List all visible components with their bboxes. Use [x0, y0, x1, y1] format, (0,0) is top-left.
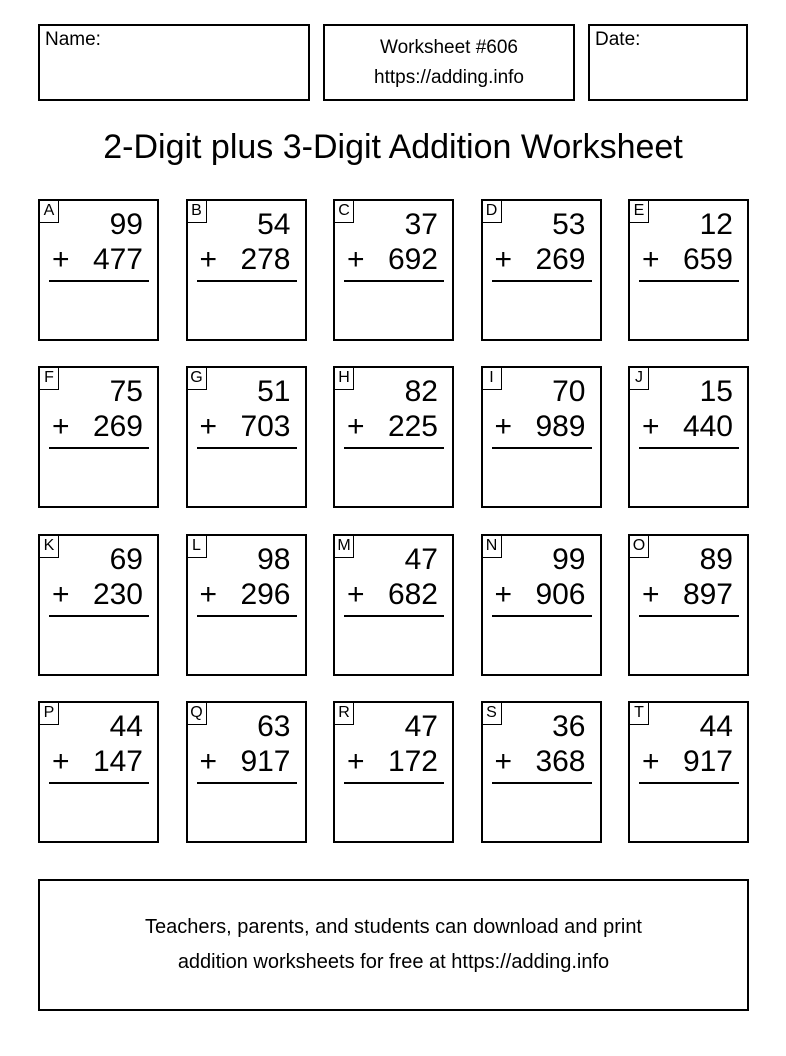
answer-line: [639, 782, 739, 784]
problem-top-number: 70: [552, 375, 586, 409]
problem-card: [38, 701, 159, 843]
problem-letter: F: [40, 368, 59, 390]
problem-card: [333, 534, 454, 676]
problem-top-number: 75: [109, 375, 143, 409]
problem-bottom-number: 906: [535, 577, 586, 611]
page-title: 2-Digit plus 3-Digit Addition Worksheet: [103, 128, 683, 166]
answer-line: [492, 782, 592, 784]
problem-letter: C: [335, 201, 354, 223]
problem-card: [38, 199, 159, 341]
problem-card: [628, 199, 749, 341]
problem-top-number: 12: [699, 208, 733, 241]
worksheet-info-box: [323, 24, 575, 101]
problem-card: [186, 701, 307, 843]
problem-bottom-number: 692: [387, 243, 438, 276]
plus-sign: +: [642, 410, 660, 444]
answer-line: [197, 782, 297, 784]
answer-line: [49, 782, 149, 784]
problem-card: [38, 366, 159, 508]
problem-bottom-number: 296: [240, 577, 291, 611]
plus-sign: +: [494, 243, 513, 276]
footer-line-1: Teachers, parents, and students can download and print: [145, 916, 642, 938]
problem-top-number: 82: [404, 375, 438, 409]
plus-sign: +: [52, 243, 70, 276]
problem-letter: J: [630, 368, 649, 390]
problem-letter: I: [483, 368, 502, 390]
problem-letter: A: [40, 201, 59, 223]
problem-letter: L: [188, 536, 207, 558]
problem-letter: K: [40, 536, 59, 558]
problem-card: [38, 534, 159, 676]
answer-line: [197, 447, 297, 449]
answer-line: [197, 615, 297, 617]
problem-top-number: 53: [552, 208, 586, 241]
problem-bottom-number: 269: [92, 410, 143, 444]
plus-sign: +: [494, 577, 513, 611]
problem-top-number: 99: [109, 208, 143, 241]
answer-line: [49, 447, 149, 449]
problem-card: [333, 701, 454, 843]
problem-top-number: 36: [552, 709, 586, 743]
problem-letter: Q: [188, 703, 207, 725]
problem-top-number: 89: [699, 542, 733, 576]
answer-line: [639, 615, 739, 617]
plus-sign: +: [199, 577, 218, 611]
problem-letter: T: [630, 703, 649, 725]
problem-card: [481, 199, 602, 341]
plus-sign: +: [52, 577, 70, 611]
problem-bottom-number: 440: [682, 410, 733, 444]
plus-sign: +: [52, 744, 70, 778]
problem-grid: [38, 199, 749, 843]
problem-bottom-number: 659: [682, 243, 733, 276]
problem-bottom-number: 477: [92, 243, 143, 276]
problem-card: [628, 534, 749, 676]
answer-line: [49, 280, 149, 282]
answer-line: [49, 615, 149, 617]
problem-letter: D: [483, 201, 502, 223]
problem-top-number: 69: [109, 542, 143, 576]
problem-top-number: 37: [404, 208, 438, 241]
problem-top-number: 98: [257, 542, 291, 576]
problem-card: [481, 534, 602, 676]
problem-letter: B: [188, 201, 207, 223]
problem-bottom-number: 917: [682, 744, 733, 778]
problem-bottom-number: 147: [92, 744, 143, 778]
plus-sign: +: [642, 577, 660, 611]
plus-sign: +: [347, 577, 365, 611]
problem-top-number: 47: [404, 542, 438, 576]
problem-card: [628, 701, 749, 843]
footer-box: [38, 879, 749, 1011]
website-text: https://adding.info: [374, 66, 524, 88]
problem-card: [628, 366, 749, 508]
name-label: Name:: [45, 29, 101, 50]
problem-top-number: 47: [404, 709, 438, 743]
problem-letter: H: [335, 368, 354, 390]
problem-letter: S: [483, 703, 502, 725]
problem-bottom-number: 278: [240, 243, 291, 276]
plus-sign: +: [347, 744, 365, 778]
problem-card: [186, 366, 307, 508]
problem-bottom-number: 368: [535, 744, 586, 778]
plus-sign: +: [642, 744, 660, 778]
answer-line: [492, 615, 592, 617]
problem-letter: M: [335, 536, 354, 558]
answer-line: [197, 280, 297, 282]
problem-bottom-number: 225: [387, 410, 438, 444]
problem-bottom-number: 269: [535, 243, 586, 276]
answer-line: [344, 447, 444, 449]
problem-bottom-number: 917: [240, 744, 291, 778]
problem-letter: O: [630, 536, 649, 558]
problem-letter: G: [188, 368, 207, 390]
problem-top-number: 44: [699, 709, 733, 743]
date-field-box: [588, 24, 748, 101]
answer-line: [344, 782, 444, 784]
plus-sign: +: [642, 243, 660, 276]
problem-bottom-number: 989: [535, 410, 586, 444]
problem-card: [333, 366, 454, 508]
answer-line: [344, 280, 444, 282]
problem-top-number: 99: [552, 542, 586, 576]
problem-bottom-number: 703: [240, 410, 291, 444]
plus-sign: +: [494, 744, 513, 778]
problem-top-number: 51: [257, 375, 291, 409]
problem-top-number: 54: [257, 208, 291, 241]
problem-bottom-number: 172: [387, 744, 438, 778]
answer-line: [344, 615, 444, 617]
plus-sign: +: [52, 410, 70, 444]
problem-top-number: 15: [699, 375, 733, 409]
problem-bottom-number: 897: [682, 577, 733, 611]
plus-sign: +: [347, 243, 365, 276]
problem-card: [333, 199, 454, 341]
answer-line: [492, 280, 592, 282]
problem-bottom-number: 682: [387, 577, 438, 611]
name-field-box: [38, 24, 310, 101]
problem-letter: N: [483, 536, 502, 558]
plus-sign: +: [199, 744, 218, 778]
footer-line-2: addition worksheets for free at https://adding.info: [177, 951, 610, 973]
answer-line: [639, 280, 739, 282]
problem-letter: P: [40, 703, 59, 725]
answer-line: [639, 447, 739, 449]
answer-line: [492, 447, 592, 449]
plus-sign: +: [347, 410, 365, 444]
worksheet-number: Worksheet #606: [379, 36, 518, 58]
problem-letter: R: [335, 703, 354, 725]
date-label: Date:: [595, 29, 641, 50]
problem-top-number: 44: [109, 709, 143, 743]
problem-card: [481, 366, 602, 508]
problem-card: [481, 701, 602, 843]
problem-top-number: 63: [257, 709, 291, 743]
plus-sign: +: [494, 410, 513, 444]
problem-letter: E: [630, 201, 649, 223]
plus-sign: +: [199, 243, 218, 276]
plus-sign: +: [199, 410, 218, 444]
problem-bottom-number: 230: [92, 577, 143, 611]
problem-card: [186, 199, 307, 341]
problem-card: [186, 534, 307, 676]
